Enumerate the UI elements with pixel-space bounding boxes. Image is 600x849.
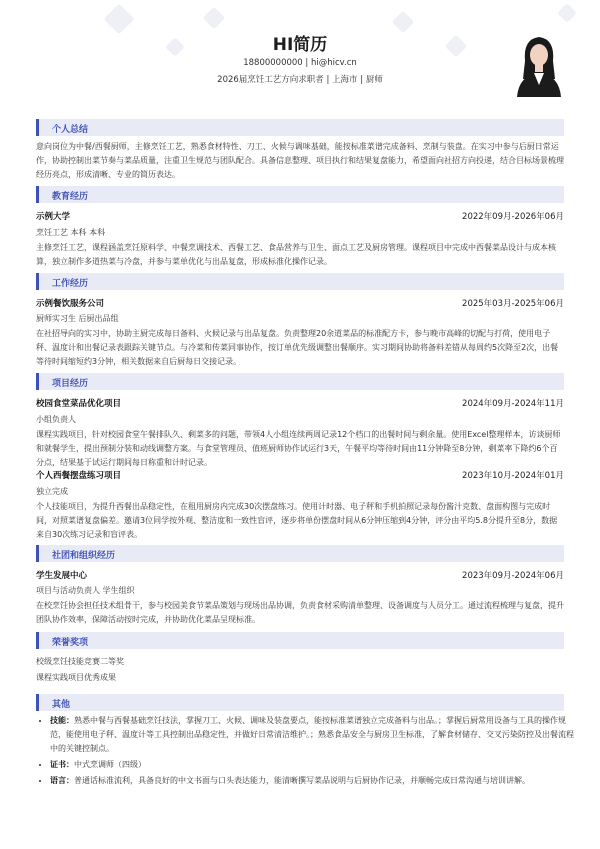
project-role: 小组负责人	[36, 415, 76, 424]
section-accent	[36, 545, 39, 562]
company-name: 示例餐饮服务公司	[36, 299, 105, 309]
section-accent	[36, 119, 39, 136]
project-text: 课程实践项目，针对校园食堂午餐排队久、剩菜多的问题，带领4人小组连续两周记录12个档口的出餐时间与剩余量。使用Excel整理样本，访谈厨师和就餐学生，提出预制分装和动线调整方案。与食堂管理员、值班厨师协作试运行3天，午餐平均等待时间由11分钟降至8分钟，剩菜率下降约6个百分点，结果基于试运行期间每日称重和计时记录。	[36, 430, 561, 467]
portrait-photo	[513, 31, 565, 97]
section-title: 个人总结	[52, 125, 89, 135]
project-name: 校园食堂菜品优化项目	[36, 399, 122, 409]
project-date: 2024年09月-2024年11月	[462, 399, 564, 409]
project-name: 个人西餐摆盘练习项目	[36, 471, 122, 481]
section-title: 教育经历	[52, 192, 89, 202]
section-awards-header	[36, 632, 564, 649]
section-accent	[36, 186, 39, 203]
club-date: 2023年09月-2024年06月	[462, 571, 564, 581]
other-list	[36, 714, 578, 790]
section-projects-header	[36, 373, 564, 390]
education-text: 主修烹饪工艺，课程涵盖烹饪原料学、中餐烹调技术、西餐工艺、食品营养与卫生、面点工艺及厨房管理。课程项目中完成中西餐菜品设计与成本核算，独立制作多道热菜与冷盘，并参与菜单优化与出品复盘，形成标准化操作记录。	[36, 243, 556, 266]
education-row	[36, 210, 564, 222]
section-title: 其他	[52, 700, 71, 710]
award-item: 课程实践项目优秀成果	[36, 673, 116, 682]
education-date: 2022年09月-2026年06月	[462, 212, 564, 222]
project-row	[36, 397, 564, 409]
job-intent: 2026届烹饪工艺方向求职者 | 上海市 | 厨师	[217, 75, 383, 85]
skills-label: 技能：	[50, 716, 74, 725]
section-other-header	[36, 694, 564, 711]
list-item	[50, 714, 578, 756]
section-title: 社团和组织经历	[52, 551, 116, 561]
section-education-header	[36, 186, 564, 203]
award-item: 校级烹饪技能竞赛二等奖	[36, 657, 124, 666]
club-role: 项目与活动负责人 学生组织	[36, 586, 135, 595]
work-date: 2025年03月-2025年06月	[462, 299, 564, 309]
section-club-header	[36, 545, 564, 562]
work-text: 在社招导向的实习中，协助主厨完成每日备料、火候记录与出品复盘。负责整理20余道菜品的标准配方卡，参与晚市高峰的切配与打荷，使用电子秤、温度计和出餐记录表跟踪关键节点。与冷菜和传菜同事协作，按订单优先级调整出餐顺序。实习期间协助将备料差错从每周约5次降至2次，出餐等待时间缩短约3分钟，相关数据来自后厨每日交接记录。	[36, 329, 559, 366]
club-row	[36, 569, 564, 581]
section-accent	[36, 273, 39, 290]
work-row	[36, 297, 564, 309]
project-text: 个人技能项目，为提升西餐出品稳定性，在租用厨房内完成30次摆盘练习。使用计时器、电子秤和手机拍照记录每份酱汁克数、盘面构图与完成时间，对照菜谱复盘偏差。邀请3位同学按外观、整洁度和一致性盲评，逐步将单份摆盘时间从6分钟压缩到4分钟，评分由平均5.8分提升至8分，数据来自30次练习记录和盲评表。	[36, 502, 558, 539]
contact-info: 18800000000 | hi@hicv.cn	[243, 58, 357, 68]
work-role: 厨师实习生 后厨出品组	[36, 314, 119, 323]
project-date: 2023年10月-2024年01月	[462, 471, 564, 481]
section-work-header	[36, 273, 564, 290]
club-text: 在校烹饪协会担任技术组骨干，参与校园美食节菜品策划与现场出品协调，负责食材采购清单整理、设备调度与人员分工。通过流程梳理与复盘，提升团队协作效率，保障活动按时完成，并协助优化菜品呈现标准。	[36, 601, 564, 624]
organization-name: 学生发展中心	[36, 571, 88, 581]
school-name: 示例大学	[36, 212, 71, 222]
section-accent	[36, 373, 39, 390]
list-item	[50, 758, 578, 772]
education-major: 烹饪工艺 本科 本科	[36, 228, 106, 237]
section-accent	[36, 694, 39, 711]
section-accent	[36, 632, 39, 649]
language-text: 普通话标准流利，具备良好的中文书面与口头表达能力，能清晰撰写菜品说明与后厨协作记录，并顺畅完成日常沟通与培训讲解。	[74, 776, 530, 785]
section-summary-header	[36, 119, 564, 136]
section-title: 荣誉奖项	[52, 638, 89, 648]
candidate-name: HI简历	[272, 35, 328, 55]
summary-text: 意向岗位为中餐/西餐厨师，主修烹饪工艺，熟悉食材特性、刀工、火候与调味基础，能按标准菜谱完成备料、烹制与装盘。在实习中参与后厨日常运作，协助控制出菜节奏与菜品质量，注重卫生规范与团队配合。具备信息整理、项目执行和结果复盘能力，希望面向社招方向投递，结合目标场景梳理经历亮点，形成清晰、专业的简历表达。	[36, 142, 564, 179]
section-title: 项目经历	[52, 379, 89, 389]
certificate-text: 中式烹调师（四级）	[74, 760, 146, 769]
list-item	[50, 774, 578, 788]
skills-text: 熟悉中餐与西餐基础烹饪技法，掌握刀工、火候、调味及装盘要点，能按标准菜谱独立完成备料与出品。；掌握后厨常用设备与工具的操作规范，能使用电子秤、温度计等工具控制出品稳定性，并做好日常清洁维护。；熟悉食品安全与厨房卫生标准，了解食材储存、交叉污染防控及出餐流程中的关键控制点。	[50, 716, 574, 753]
avatar	[513, 31, 565, 97]
resume-header	[0, 0, 600, 118]
project-row	[36, 469, 564, 481]
section-title: 工作经历	[52, 279, 89, 289]
language-label: 语言：	[50, 776, 74, 785]
project-role: 独立完成	[36, 487, 68, 496]
certificate-label: 证书：	[50, 760, 74, 769]
